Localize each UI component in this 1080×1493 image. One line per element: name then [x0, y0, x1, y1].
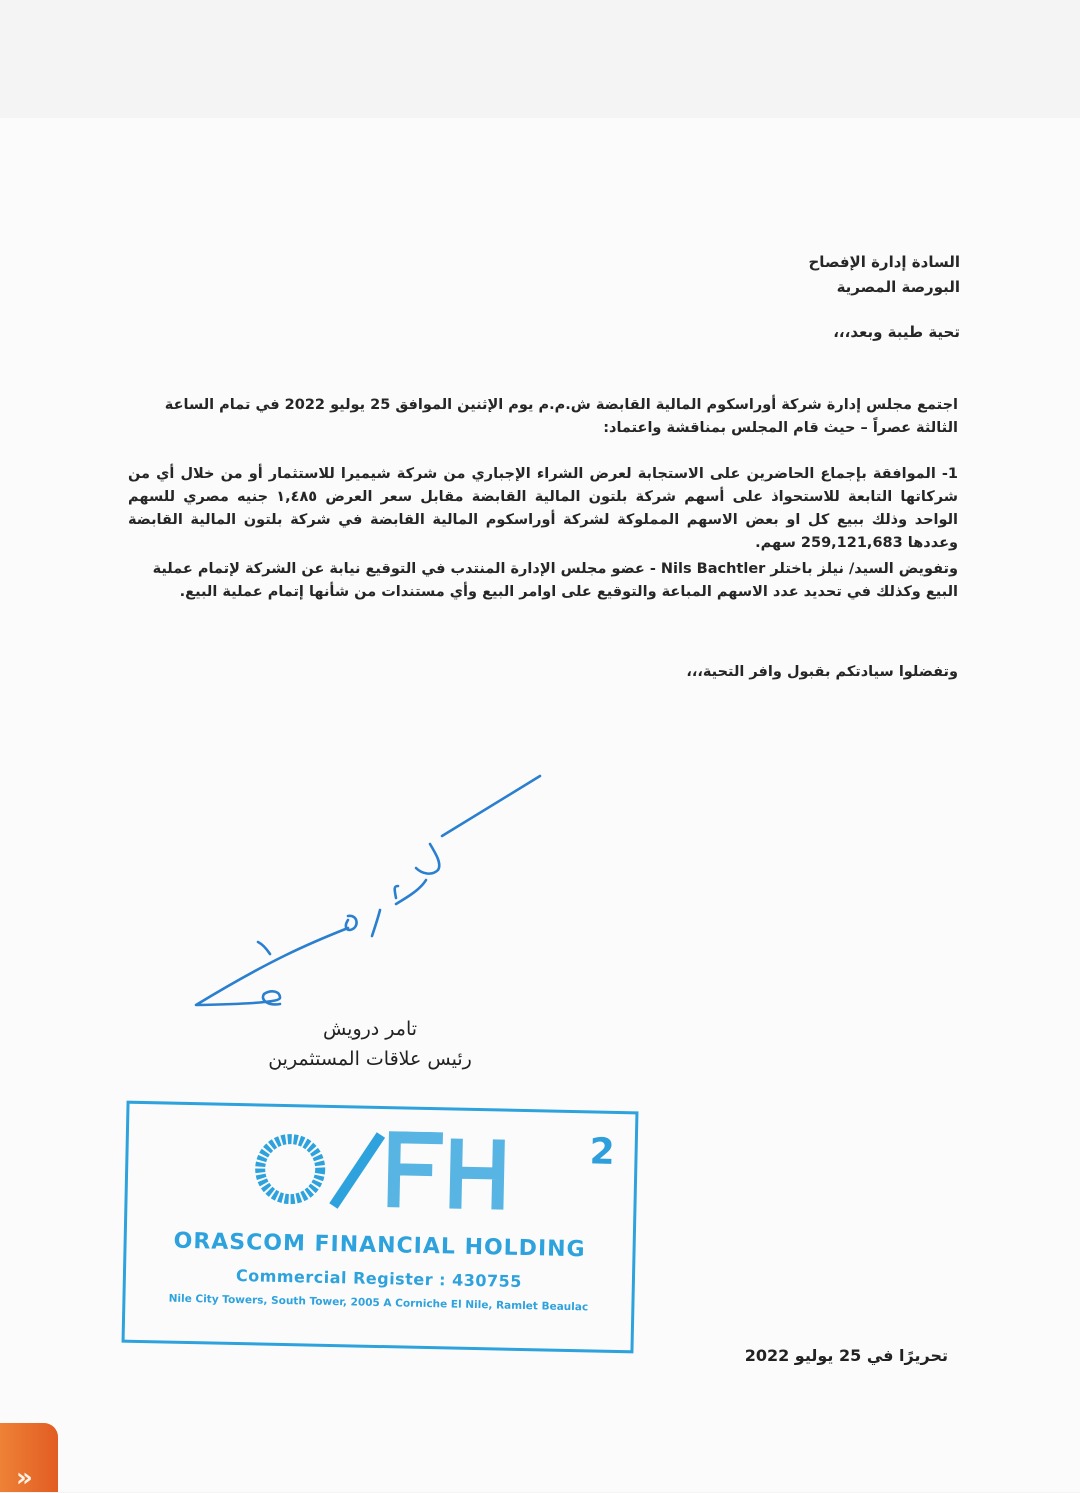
- company-stamp: [122, 1101, 639, 1354]
- signer-name: تامر درويش: [322, 1018, 418, 1040]
- addressee-line-2: البورصة المصرية: [836, 278, 960, 296]
- greeting: تحية طيبة وبعد،،،: [833, 323, 960, 341]
- stamp-company-name: ORASCOM FINANCIAL HOLDING: [173, 1228, 586, 1263]
- expand-side-button[interactable]: [0, 1423, 58, 1492]
- stamp-number: 2: [589, 1131, 616, 1173]
- authorization-paragraph: وتفويض السيد/ نيلز باختلر Nils Bachtler - عضو مجلس الإدارة المنتدب في التوقيع نيابة عن الشركة لإتمام عملية البيع وكذلك في تحديد عدد الاسهم المباعة والتوقيع على اوامر البيع وأي مستندات من شأنها إتمام عملية البيع.: [152, 561, 958, 600]
- signature-icon: [180, 768, 560, 1018]
- paragraph-intro: اجتمع مجلس إدارة شركة أوراسكوم المالية القابضة ش.م.م يوم الإثنين الموافق 25 يوليو 2022 في تمام الساعة الثالثة عصراً – حيث قام المجلس بمناقشة واعتماد:: [164, 397, 958, 436]
- addressee-line-1: السادة إدارة الإفصاح: [808, 253, 960, 271]
- signer-title: رئيس علاقات المستثمرين: [268, 1048, 472, 1070]
- addressee: [809, 250, 961, 300]
- double-chevron-right-icon: »: [16, 1463, 33, 1493]
- resolution-1: 1- الموافقة بإجماع الحاضرين على الاستجابة لعرض الشراء الإجباري من شركة شيميرا للاستثمار أو من خلال أي من شركاتها التابعة للاستحواذ على أسهم شركة بلتون المالية القابضة مقابل سعر العرض ١,٤٨٥ جنيه مصري للسهم الواحد وذلك ببيع كل او بعض الاسهم المملوكة لشركة أوراسكوم المالية القابضة في شركة بلتون المالية القابضة وعددها 259,121,683 سهم.: [128, 466, 958, 551]
- ofh-logo-icon: [251, 1128, 513, 1213]
- closing-line: وتفضلوا سيادتكم بقبول وافر التحية،،،: [686, 664, 958, 680]
- issue-date: تحريرًا في 25 يوليو 2022: [744, 1346, 948, 1365]
- stamp-address: Nile City Towers, South Tower, 2005 A Corniche El Nile, Ramlet Beaulac: [168, 1292, 589, 1314]
- signer-block: [240, 1014, 500, 1074]
- stamp-register: Commercial Register : 430755: [235, 1265, 523, 1291]
- document-page: [0, 118, 1080, 1492]
- top-bar: [0, 0, 1080, 118]
